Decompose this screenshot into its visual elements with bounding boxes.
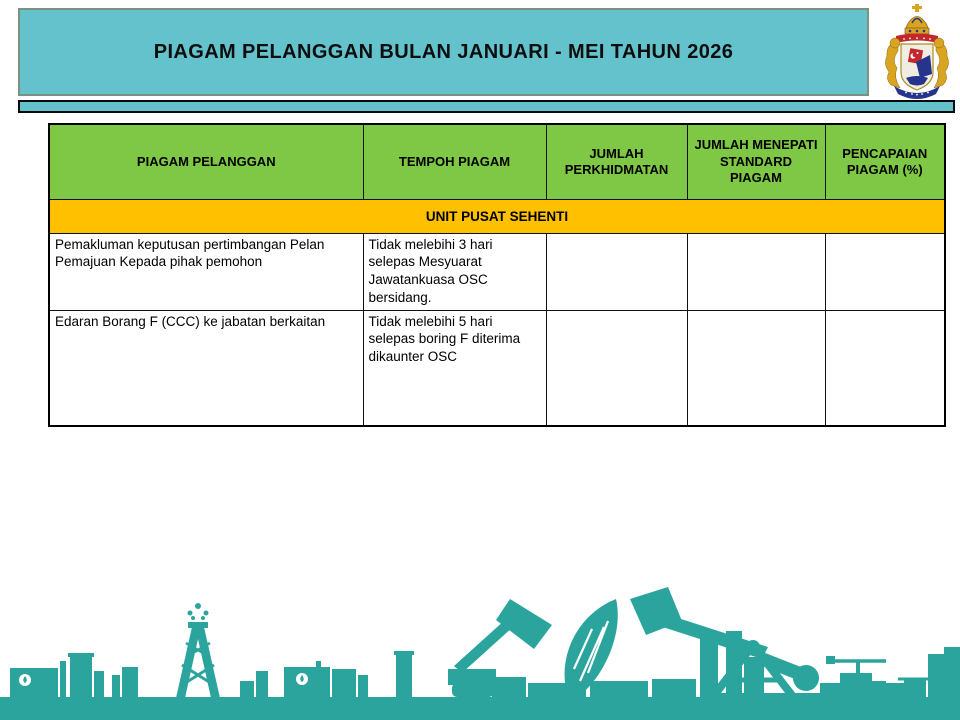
cell-pencapaian [825,310,945,426]
piagam-table [48,123,946,427]
column-header-tempoh-piagam: TEMPOH PIAGAM [363,124,546,199]
cell-tempoh: Tidak melebihi 3 hari selepas Mesyuarat Jawatankuasa OSC bersidang. [363,233,546,310]
cell-piagam: Edaran Borang F (CCC) ke jabatan berkaitan [49,310,363,426]
table-header-row [49,124,945,199]
industrial-city-skyline-icon [0,585,960,720]
column-header-pencapaian-piagam: PENCAPAIAN PIAGAM (%) [825,124,945,199]
city-coat-of-arms-icon [876,4,958,100]
column-header-jumlah-menepati-standard-piagam: JUMLAH MENEPATI STANDARD PIAGAM [687,124,825,199]
section-header-unit-pusat-sehenti: UNIT PUSAT SEHENTI [49,199,945,233]
column-header-jumlah-perkhidmatan: JUMLAH PERKHIDMATAN [546,124,687,199]
cell-piagam: Pemakluman keputusan pertimbangan Pelan Pemajuan Kepada pihak pemohon [49,233,363,310]
cell-jumlah-perkhidmatan [546,310,687,426]
column-header-piagam-pelanggan: PIAGAM PELANGGAN [49,124,363,199]
cell-jumlah-menepati [687,310,825,426]
table-row [49,233,945,310]
cell-tempoh: Tidak melebihi 5 hari selepas boring F diterima dikaunter OSC [363,310,546,426]
page-title: PIAGAM PELANGGAN BULAN JANUARI - MEI TAHUN 2026 [153,40,734,63]
title-banner [18,8,869,96]
section-row [49,199,945,233]
table-row [49,310,945,426]
cell-pencapaian [825,233,945,310]
cell-jumlah-menepati [687,233,825,310]
divider-bar [18,100,955,113]
cell-jumlah-perkhidmatan [546,233,687,310]
